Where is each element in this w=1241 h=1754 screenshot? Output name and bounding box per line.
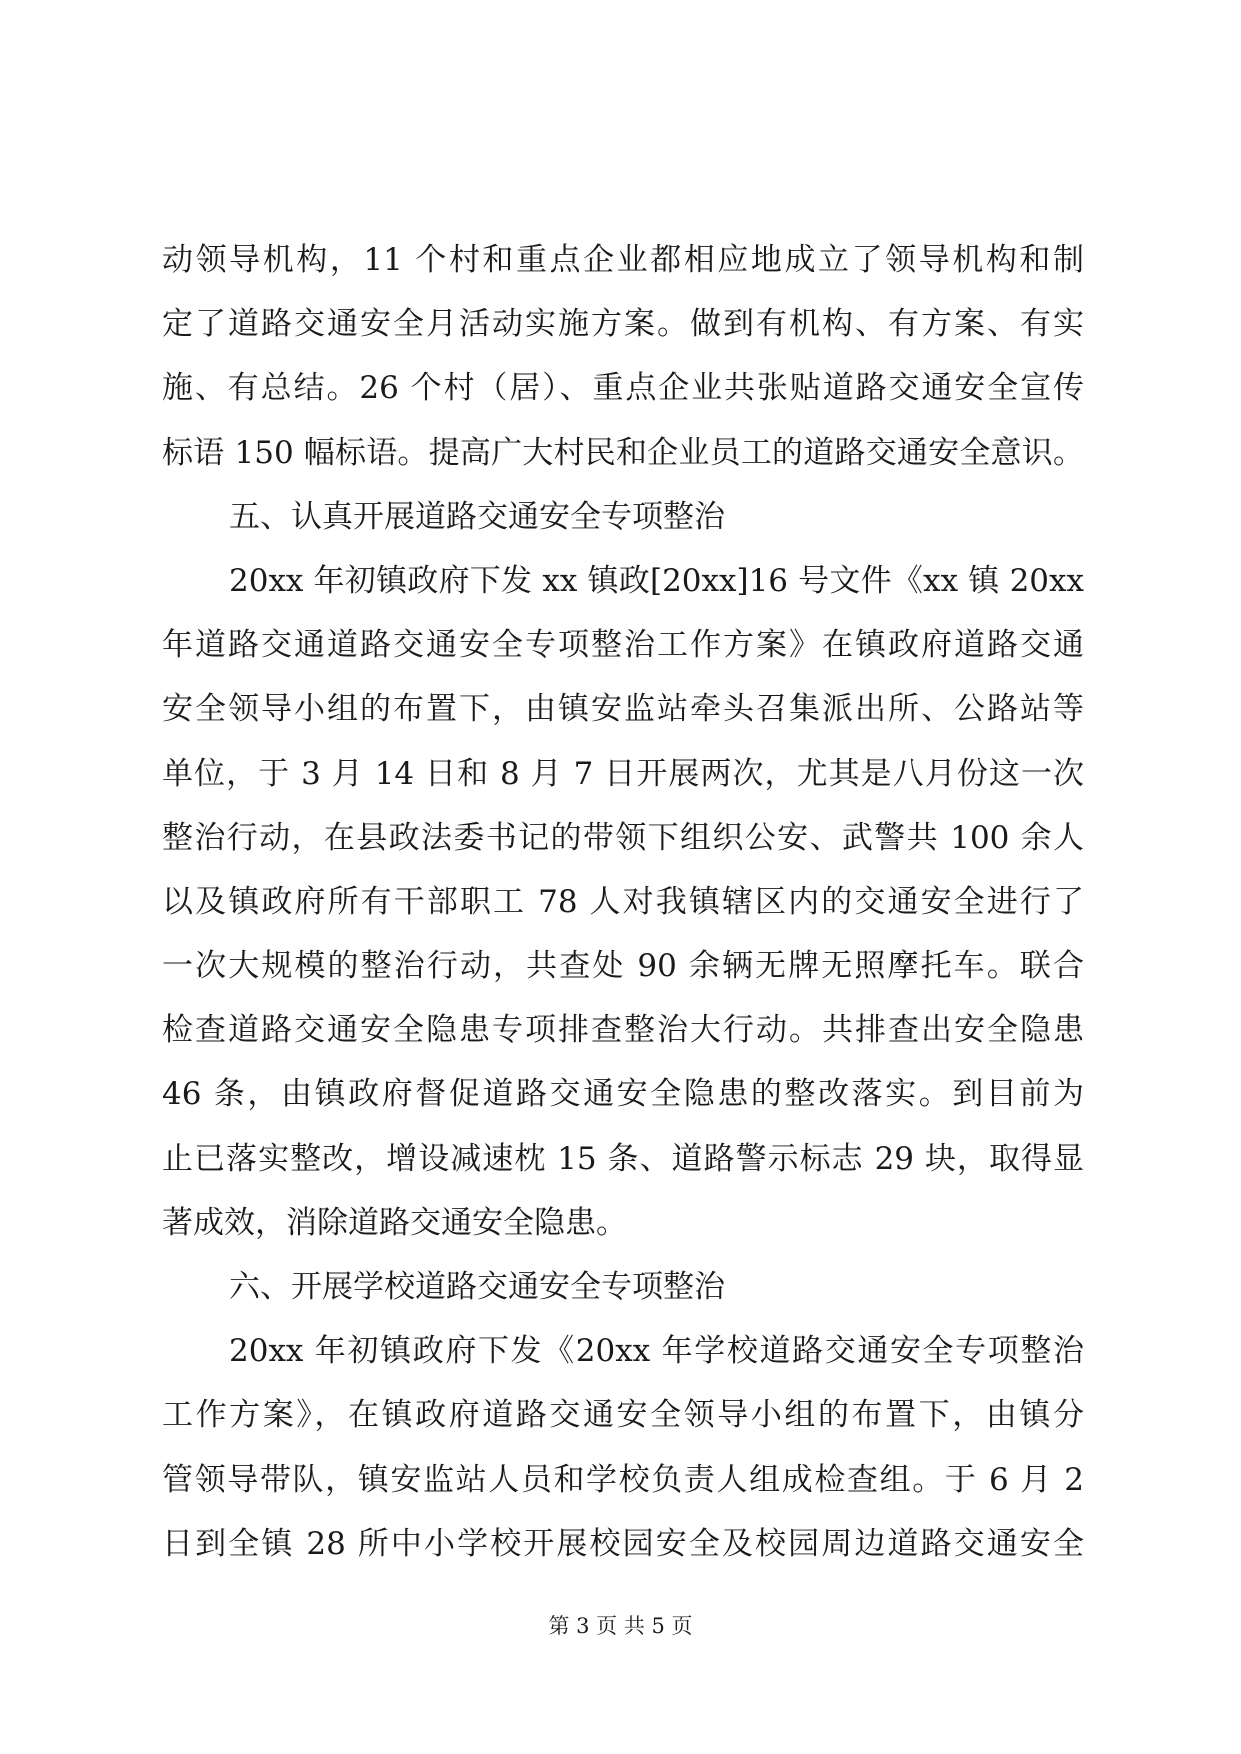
paragraph-line: 标语 150 幅标语。提高广大村民和企业员工的道路交通安全意识。	[162, 434, 1084, 471]
paragraph-line: 46 条，由镇政府督促道路交通安全隐患的整改落实。到目前为	[162, 1076, 1084, 1113]
document-body	[162, 228, 1084, 1576]
paragraph-line: 20xx 年初镇政府下发《20xx 年学校道路交通安全专项整治	[229, 1333, 1084, 1370]
paragraph-line: 动领导机构，11 个村和重点企业都相应地成立了领导机构和制	[162, 242, 1084, 278]
paragraph-line: 年道路交通道路交通安全专项整治工作方案》在镇政府道路交通	[162, 627, 1084, 664]
paragraph-line: 检查道路交通安全隐患专项排查整治大行动。共排查出安全隐患	[162, 1012, 1084, 1049]
section-heading: 六、开展学校道路交通安全专项整治	[229, 1269, 725, 1305]
paragraph-line: 单位，于 3 月 14 日和 8 月 7 日开展两次，尤其是八月份这一次	[162, 755, 1084, 792]
paragraph-line: 20xx 年初镇政府下发 xx 镇政[20xx]16 号文件《xx 镇 20xx	[229, 562, 1084, 599]
section-heading: 五、认真开展道路交通安全专项整治	[229, 498, 725, 535]
paragraph-line: 管领导带队，镇安监站人员和学校负责人组成检查组。于 6 月 2	[162, 1461, 1084, 1498]
paragraph-line: 著成效，消除道路交通安全隐患。	[162, 1204, 627, 1241]
page-footer: 第 3 页 共 5 页	[548, 1614, 693, 1638]
paragraph-line: 以及镇政府所有干部职工 78 人对我镇辖区内的交通安全进行了	[162, 883, 1084, 920]
paragraph-line: 安全领导小组的布置下，由镇安监站牵头召集派出所、公路站等	[162, 691, 1084, 728]
paragraph-line: 整治行动，在县政法委书记的带领下组织公安、武警共 100 余人	[162, 819, 1084, 856]
paragraph-line: 止已落实整改，增设减速枕 15 条、道路警示标志 29 块，取得显	[162, 1140, 1084, 1177]
paragraph-line: 一次大规模的整治行动，共查处 90 余辆无牌无照摩托车。联合	[162, 948, 1084, 985]
paragraph-line: 定了道路交通安全月活动实施方案。做到有机构、有方案、有实	[162, 306, 1084, 343]
paragraph-line: 工作方案》，在镇政府道路交通安全领导小组的布置下，由镇分	[162, 1397, 1084, 1434]
paragraph-line: 施、有总结。26 个村（居）、重点企业共张贴道路交通安全宣传	[162, 370, 1084, 407]
paragraph-line: 日到全镇 28 所中小学校开展校园安全及校园周边道路交通安全	[162, 1525, 1084, 1562]
